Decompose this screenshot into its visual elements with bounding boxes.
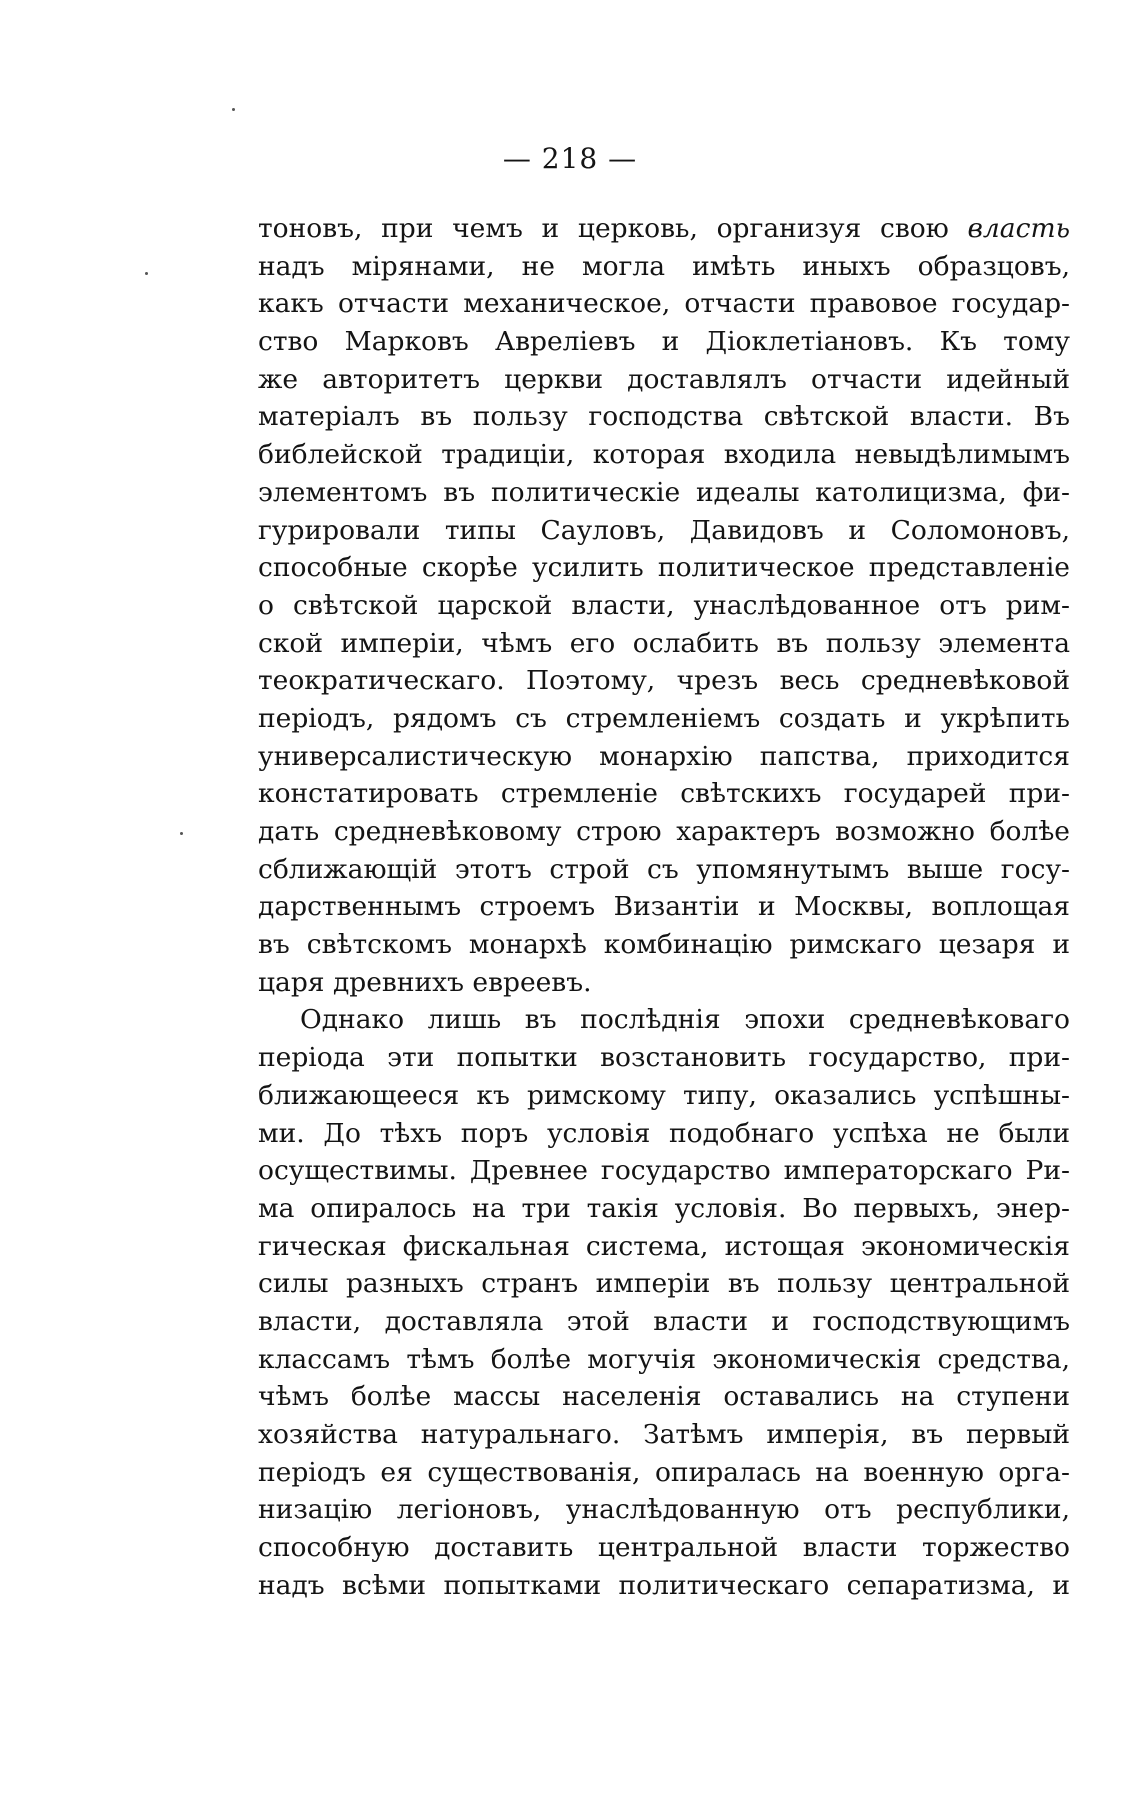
text-line: власти, доставляла этой власти и господствующимъ — [258, 1305, 1070, 1337]
text-line: ство Марковъ Авреліевъ и Діоклетіановъ. Къ тому — [258, 326, 1070, 358]
scan-speck — [145, 272, 148, 275]
text-line: констатировать стремленіе свѣтскихъ государей при- — [258, 778, 1070, 810]
text-line: способные скорѣе усилить политическое представленіе — [258, 552, 1070, 584]
text-line: теократическаго. Поэтому, чрезъ весь средневѣковой — [258, 665, 1070, 697]
text-line: осуществимы. Древнее государство императорскаго Ри- — [258, 1155, 1070, 1187]
italic-word: власть — [967, 213, 1070, 244]
page-number: — 218 — — [502, 142, 638, 175]
scan-speck — [180, 832, 183, 835]
text-line: хозяйства натуральнаго. Затѣмъ имперія, въ первый — [258, 1419, 1070, 1450]
text-line: періодъ, рядомъ съ стремленіемъ создать и укрѣпить — [258, 702, 1070, 734]
text-line: періода эти попытки возстановить государство, при- — [258, 1042, 1070, 1074]
text-line: матеріалъ въ пользу господства свѣтской власти. Въ — [258, 401, 1070, 433]
text-line: гическая фискальная система, истощая экономическія — [258, 1230, 1070, 1262]
scan-speck — [232, 108, 235, 111]
text-line: же авторитетъ церкви доставлялъ отчасти идейный — [258, 363, 1070, 395]
text-line: классамъ тѣмъ болѣе могучія экономическія средства, — [258, 1343, 1070, 1375]
text-line: универсалистическую монархію папства, приходится — [258, 740, 1070, 772]
paragraph-start-line: Однако лишь въ послѣднія эпохи средневѣковаго — [300, 1004, 1070, 1036]
text-line: надъ всѣми попытками политическаго сепаратизма, и — [258, 1569, 1070, 1601]
text-line: библейской традиціи, которая входила невыдѣлимымъ — [258, 439, 1070, 471]
text-line: дарственнымъ строемъ Византіи и Москвы, воплощая — [258, 891, 1070, 923]
text-line: ми. До тѣхъ поръ условія подобнаго успѣха не были — [258, 1117, 1070, 1149]
text-line: въ свѣтскомъ монархѣ комбинацію римскаго цезаря и — [258, 929, 1070, 961]
text-line: ской имперіи, чѣмъ его ослабить въ пользу элемента — [258, 627, 1070, 659]
text-line: элементомъ въ политическіе идеалы католицизма, фи- — [258, 476, 1070, 508]
text-line: періодъ ея существованія, опиралась на военную орга- — [258, 1456, 1070, 1488]
text-line: способную доставить центральной власти торжество — [258, 1532, 1070, 1564]
text-line: низацію легіоновъ, унаслѣдованную отъ республики, — [258, 1494, 1070, 1526]
text-line: дать средневѣковому строю характеръ возможно болѣе — [258, 816, 1070, 847]
text-line: царя древнихъ евреевъ. — [258, 966, 592, 998]
text-line: тоновъ, при чемъ и церковь, организуя свою власть — [258, 213, 1070, 244]
text-line: о свѣтской царской власти, унаслѣдованное отъ рим- — [258, 589, 1070, 621]
text-line: чѣмъ болѣе массы населенія оставались на ступени — [258, 1381, 1070, 1413]
body-text — [258, 210, 1070, 1604]
text-line: силы разныхъ странъ имперіи въ пользу центральной — [258, 1268, 1070, 1300]
text-line: гурировали типы Сауловъ, Давидовъ и Соломоновъ, — [258, 514, 1070, 546]
text-line: надъ мірянами, не могла имѣть иныхъ образцовъ, — [258, 250, 1070, 282]
text-line: ма опиралось на три такія условія. Во первыхъ, энер- — [258, 1192, 1070, 1224]
text-line: ближающееся къ римскому типу, оказались успѣшны- — [258, 1079, 1070, 1111]
text-line: сближающій этотъ строй съ упомянутымъ выше госу- — [258, 853, 1070, 885]
text-line: какъ отчасти механическое, отчасти правовое государ- — [258, 288, 1070, 320]
